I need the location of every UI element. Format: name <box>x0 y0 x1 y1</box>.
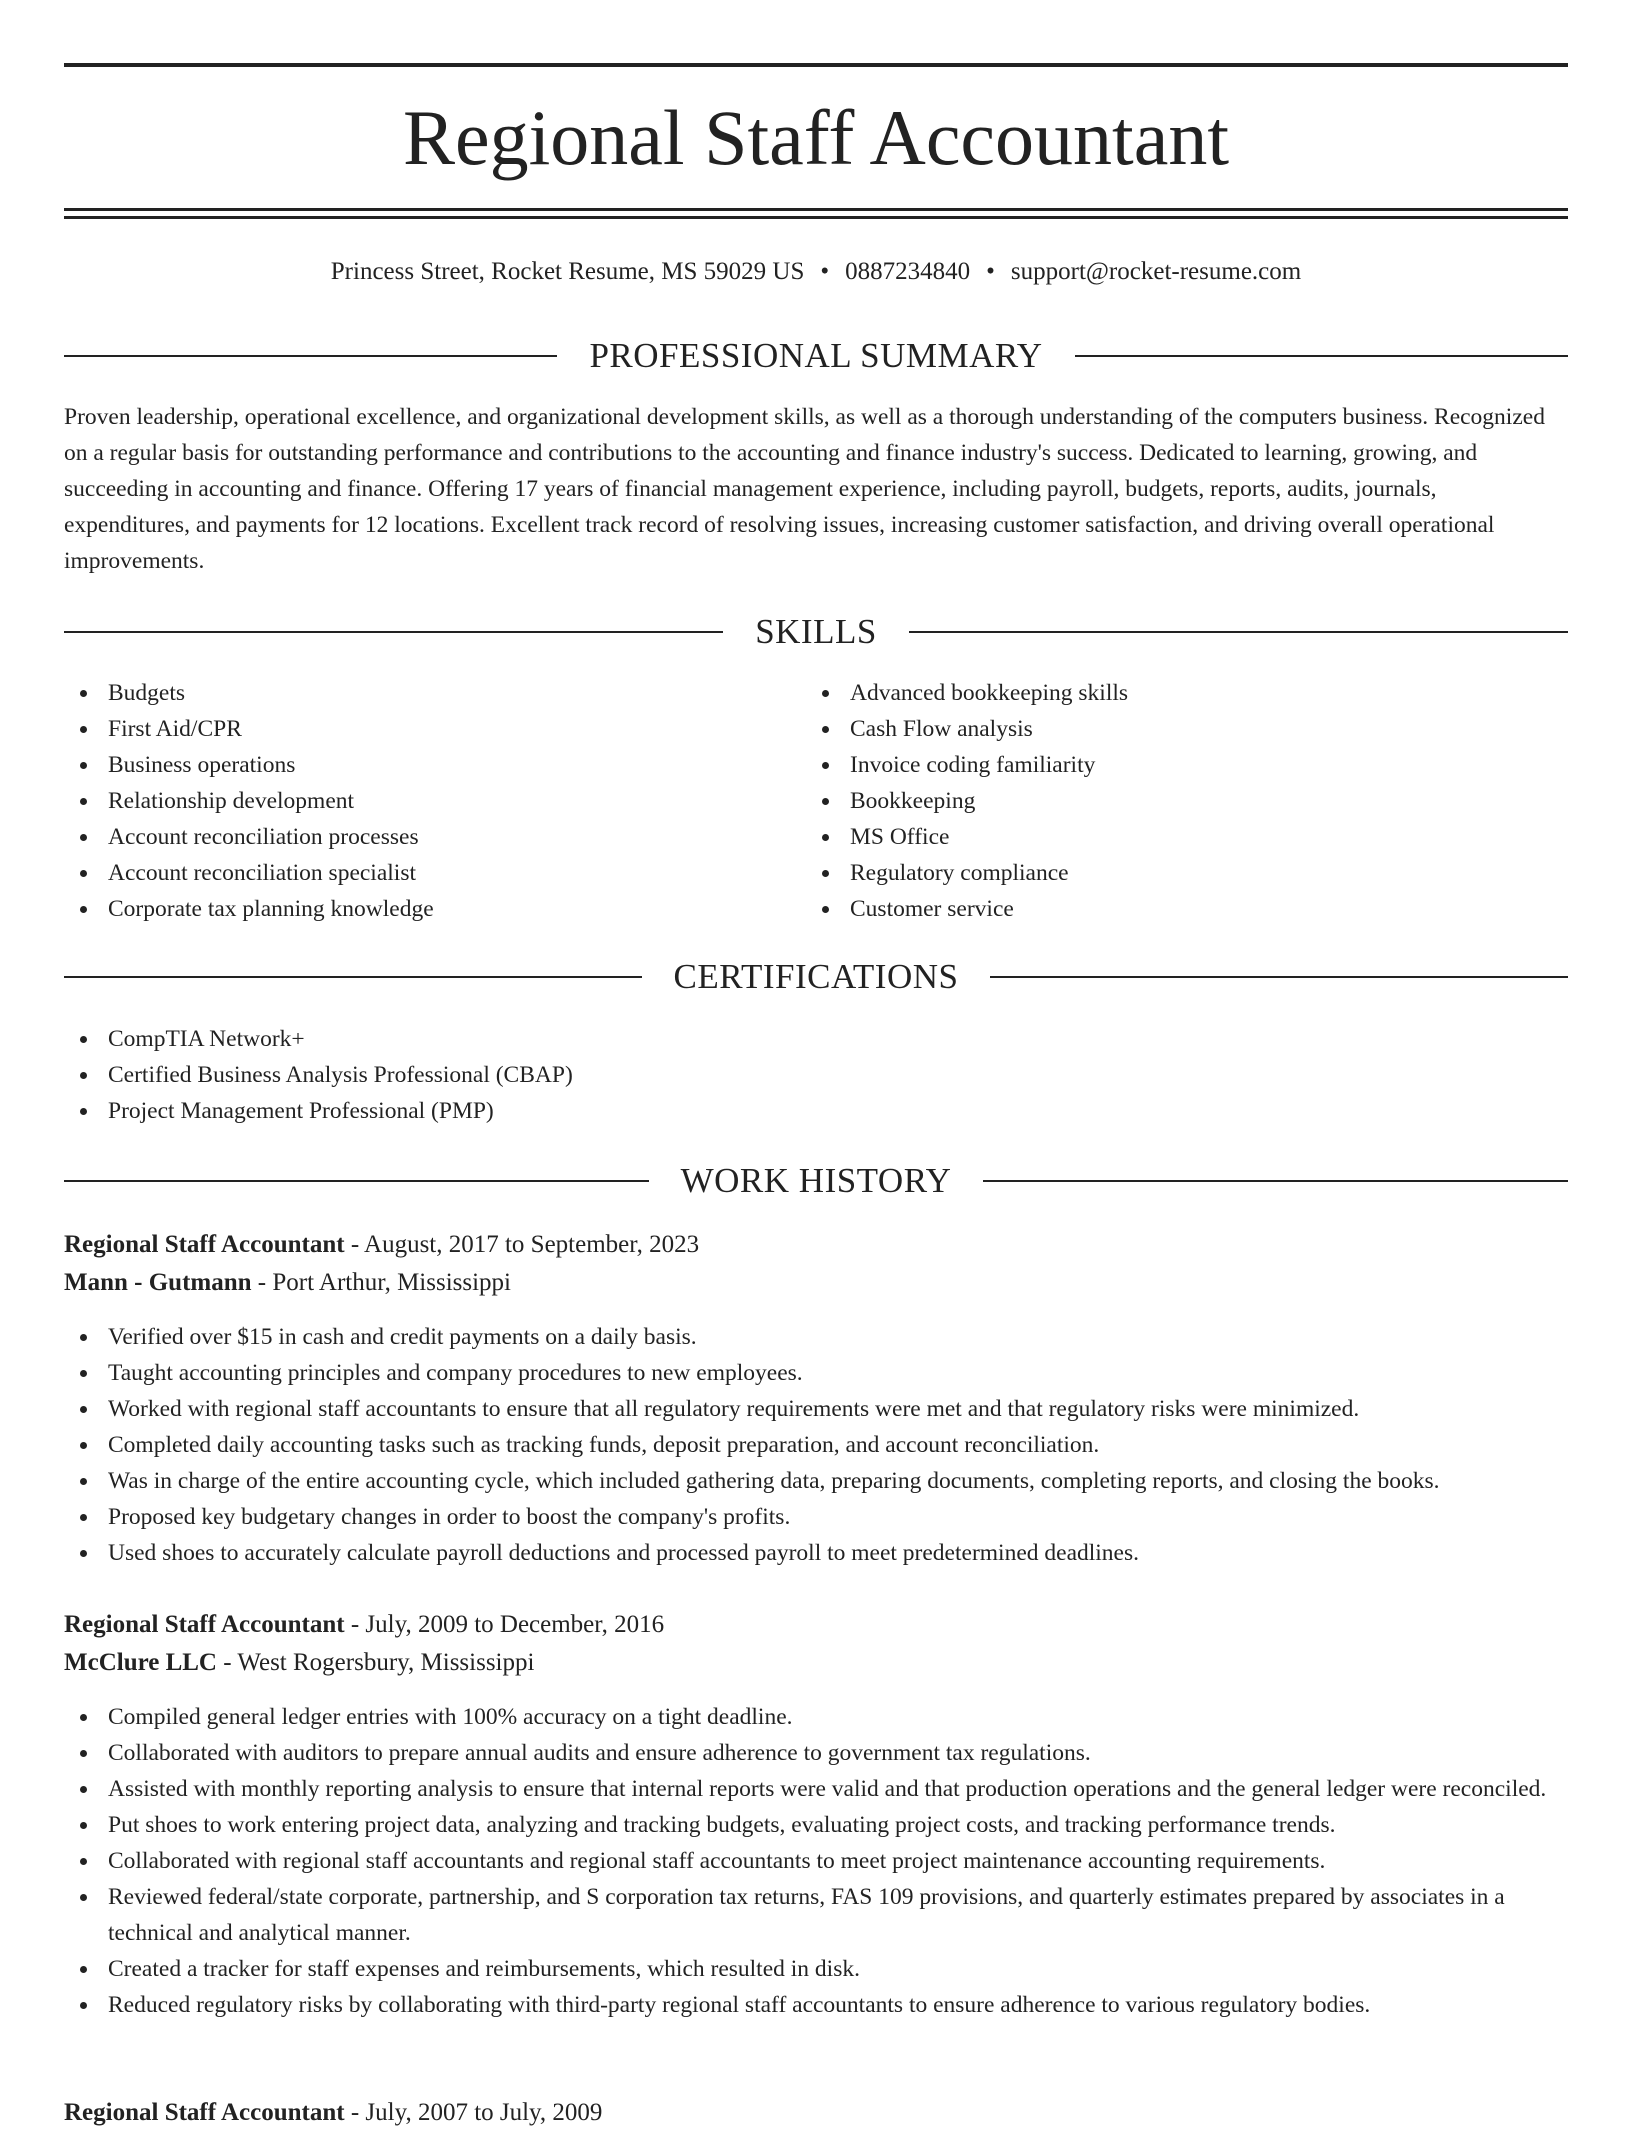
skill-item: Advanced bookkeeping skills <box>806 675 1566 711</box>
job-bullet: Reduced regulatory risks by collaborating with third-party regional staff accountants to ensure adherence to various regulatory bodies. <box>64 1987 1568 2023</box>
job-dates: - August, 2017 to September, 2023 <box>344 1231 700 1258</box>
skill-item: Budgets <box>64 675 764 711</box>
section-header-summary <box>64 334 1568 378</box>
job-title-line <box>64 1606 1568 1644</box>
job-company: McClure LLC <box>64 1649 217 1676</box>
section-rule <box>909 631 1568 633</box>
skill-item: Invoice coding familiarity <box>806 747 1566 783</box>
job-dates: - July, 2009 to December, 2016 <box>344 1611 665 1638</box>
job-bullet: Taught accounting principles and company procedures to new employees. <box>64 1355 1568 1391</box>
job-title-line <box>64 2094 1568 2132</box>
job-bullet: Reviewed federal/state corporate, partnership, and S corporation tax returns, FAS 109 provisions, and quarterly estimates prepared by associates in a technical and analytical manner. <box>64 1879 1568 1951</box>
skill-item: Corporate tax planning knowledge <box>64 891 764 927</box>
skill-item: Regulatory compliance <box>806 855 1566 891</box>
contact-line <box>64 254 1568 290</box>
certification-item: Project Management Professional (PMP) <box>64 1093 1564 1129</box>
job-bullet: Completed daily accounting tasks such as tracking funds, deposit preparation, and account reconciliation. <box>64 1427 1568 1463</box>
section-rule <box>1075 355 1568 357</box>
title-rule-upper <box>64 208 1568 211</box>
job-title: Regional Staff Accountant <box>64 2099 345 2126</box>
job-bullet: Used shoes to accurately calculate payroll deductions and processed payroll to meet predetermined deadlines. <box>64 1535 1568 1571</box>
contact-email: support@rocket-resume.com <box>1010 258 1302 285</box>
job-bullet: Was in charge of the entire accounting cycle, which included gathering data, preparing documents, completing reports, and closing the books. <box>64 1463 1568 1499</box>
certifications-list <box>64 1021 1564 1129</box>
job-bullet: Proposed key budgetary changes in order to boost the company's profits. <box>64 1499 1568 1535</box>
job-bullet: Assisted with monthly reporting analysis to ensure that internal reports were valid and that production operations and the general ledger were reconciled. <box>64 1771 1568 1807</box>
summary-text: Proven leadership, operational excellence, and organizational development skills, as well as a thorough understanding of the computers business. Recognized on a regular basis for outstanding performance and contributions to the accounting and finance industry's success. Dedicated to learning, growing, and succeeding in accounting and finance. Offering 17 years of financial management experience, including payroll, budgets, reports, audits, journals, expenditures, and payments for 12 locations. Excellent track record of resolving issues, increasing customer satisfaction, and driving overall operational improvements. <box>64 404 1545 574</box>
job-bullet: Put shoes to work entering project data, analyzing and tracking budgets, evaluating project costs, and tracking performance trends. <box>64 1807 1568 1843</box>
contact-address: Princess Street, Rocket Resume, MS 59029 US <box>330 258 805 285</box>
section-rule <box>64 1180 649 1182</box>
job-company: Mann - Gutmann <box>64 1269 252 1296</box>
section-rule <box>64 976 642 978</box>
job-bullet: Collaborated with auditors to prepare annual audits and ensure adherence to government tax regulations. <box>64 1735 1568 1771</box>
job-bullet: Verified over $15 in cash and credit payments on a daily basis. <box>64 1319 1568 1355</box>
skill-item: Account reconciliation specialist <box>64 855 764 891</box>
skill-item: MS Office <box>806 819 1566 855</box>
skill-item: Relationship development <box>64 783 764 819</box>
job-title-line <box>64 1226 1568 1264</box>
section-rule <box>64 631 723 633</box>
job-location: - West Rogersbury, Mississippi <box>217 1649 535 1676</box>
skills-list-right <box>806 675 1566 927</box>
job-bullet: Worked with regional staff accountants to ensure that all regulatory requirements were met and that regulatory risks were minimized. <box>64 1391 1568 1427</box>
resume-title: Regional Staff Accountant <box>402 94 1230 181</box>
job-title: Regional Staff Accountant <box>64 1231 345 1258</box>
job-bullet: Collaborated with regional staff accountants and regional staff accountants to meet project maintenance accounting requirements. <box>64 1843 1568 1879</box>
skill-item: Customer service <box>806 891 1566 927</box>
section-rule <box>64 355 557 357</box>
title-rule-lower <box>64 216 1568 219</box>
skill-item: First Aid/CPR <box>64 711 764 747</box>
section-title: WORK HISTORY <box>680 1161 952 1200</box>
skills-list-left <box>64 675 764 927</box>
job-dates: - July, 2007 to July, 2009 <box>344 2099 603 2126</box>
job-location: - Port Arthur, Mississippi <box>251 1269 511 1296</box>
job-title: Regional Staff Accountant <box>64 1611 345 1638</box>
top-rule <box>64 63 1568 67</box>
section-rule <box>983 1180 1568 1182</box>
section-rule <box>990 976 1568 978</box>
certification-item: Certified Business Analysis Professional (CBAP) <box>64 1057 1564 1093</box>
section-title: SKILLS <box>755 612 877 651</box>
job-bullets <box>64 1699 1568 2023</box>
section-header-skills <box>64 610 1568 654</box>
skill-item: Business operations <box>64 747 764 783</box>
job-bullets <box>64 1319 1568 1571</box>
skill-item: Bookkeeping <box>806 783 1566 819</box>
section-header-certifications <box>64 955 1568 999</box>
section-title: CERTIFICATIONS <box>673 957 959 996</box>
skill-item: Account reconciliation processes <box>64 819 764 855</box>
contact-separator: • <box>986 258 995 285</box>
job-company-line <box>64 1644 1568 1682</box>
skill-item: Cash Flow analysis <box>806 711 1566 747</box>
contact-separator: • <box>820 258 830 285</box>
job-company-line <box>64 1264 1568 1302</box>
contact-phone: 0887234840 <box>845 258 971 285</box>
job-bullet: Created a tracker for staff expenses and reimbursements, which resulted in disk. <box>64 1951 1568 1987</box>
section-header-work-history <box>64 1159 1568 1203</box>
job-bullet: Compiled general ledger entries with 100% accuracy on a tight deadline. <box>64 1699 1568 1735</box>
section-title: PROFESSIONAL SUMMARY <box>589 336 1043 375</box>
certification-item: CompTIA Network+ <box>64 1021 1564 1057</box>
